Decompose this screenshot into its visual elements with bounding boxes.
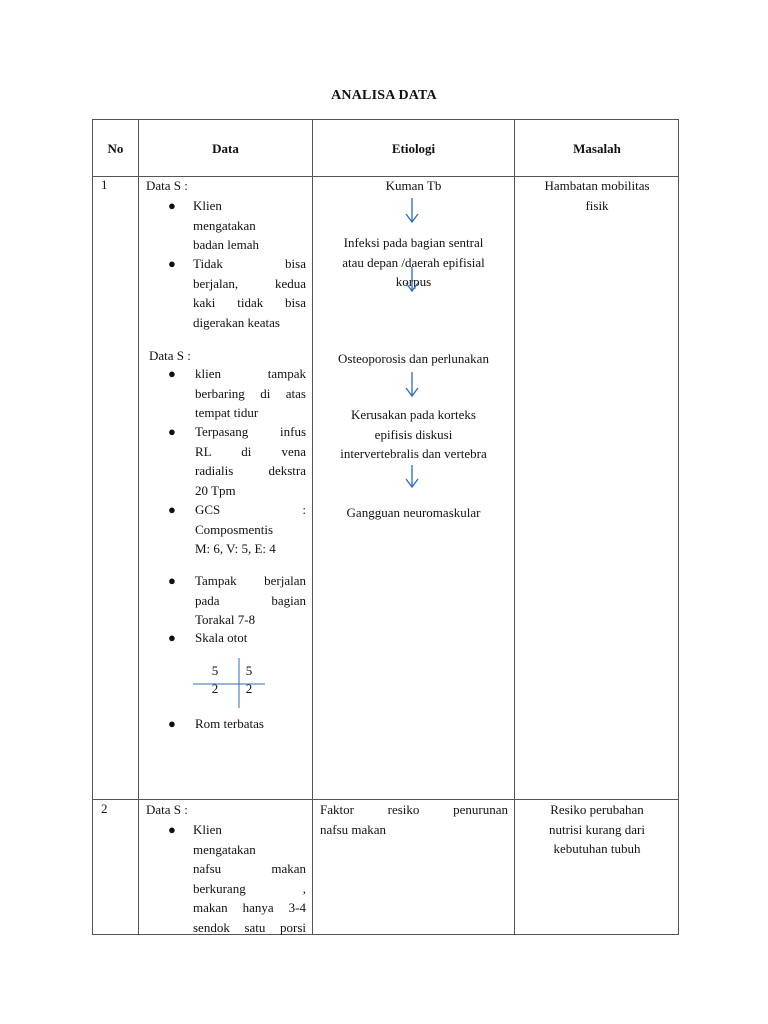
list-item: Skala otot (195, 630, 248, 645)
row-number: 2 (101, 801, 108, 816)
list-item: Tampak berjalan pada bagian Torakal 7-8 (195, 573, 306, 627)
analysis-table (92, 119, 679, 935)
etiologi-step: Osteoporosis dan perlunakan (338, 351, 489, 366)
header-masalah: Masalah (573, 140, 621, 156)
header-no: No (107, 140, 124, 156)
scale-value: 2 (245, 681, 253, 696)
muscle-strength-scale (193, 658, 265, 710)
list-item: Rom terbatas (195, 716, 264, 731)
list-item: Tidak bisa berjalan, kedua kaki tidak bisa digerakan keatas (193, 256, 306, 330)
scale-value: 5 (245, 663, 253, 678)
list-item: Klien mengatakan nafsu makan berkurang , makan hanya 3-4 sendok satu porsi (193, 822, 306, 935)
data-s-label: Data S : (146, 802, 188, 817)
col-divider (138, 120, 139, 934)
bullet-icon: ● (168, 198, 176, 213)
bullet-icon: ● (168, 630, 176, 645)
etiologi-step: Kerusakan pada korteks epifisis diskusi intervertebralis dan vertebra (340, 407, 487, 461)
masalah-text: Hambatan mobilitas fisik (544, 178, 650, 213)
bullet-icon: ● (168, 822, 176, 837)
scale-value: 5 (211, 663, 219, 678)
etiologi-step: Gangguan neuromaskular (346, 505, 481, 520)
down-arrow-icon (405, 198, 419, 224)
bullet-icon: ● (168, 502, 176, 517)
header-etiologi: Etiologi (391, 140, 436, 156)
bullet-icon: ● (168, 256, 176, 271)
etiologi-step: Kuman Tb (385, 178, 442, 193)
list-item: Klien mengatakan badan lemah (193, 198, 260, 252)
masalah-text: Resiko perubahan nutrisi kurang dari kebutuhan tubuh (548, 802, 646, 856)
down-arrow-icon (405, 372, 419, 398)
row-number: 1 (101, 177, 108, 192)
etiologi-step: Infeksi pada bagian sentral atau depan /daerah epifisial korpus (342, 235, 485, 289)
page-title: ANALISA DATA (331, 88, 437, 103)
bullet-icon: ● (168, 424, 176, 439)
bullet-icon: ● (168, 573, 176, 588)
bullet-icon: ● (168, 716, 176, 731)
list-item: klien tampak berbaring di atas tempat tidur (195, 366, 306, 420)
data-o-label: Data S : (149, 348, 191, 363)
header-data: Data (212, 140, 239, 156)
bullet-icon: ● (168, 366, 176, 381)
down-arrow-icon (405, 267, 419, 293)
data-s-label: Data S : (146, 178, 188, 193)
list-item: Terpasang infus RL di vena radialis dekstra 20 Tpm (195, 424, 306, 498)
down-arrow-icon (405, 465, 419, 491)
list-item: GCS : Composmentis M: 6, V: 5, E: 4 (195, 502, 306, 556)
etiologi-text: Faktor resiko penurunan nafsu makan (320, 802, 508, 837)
scale-value: 2 (211, 681, 219, 696)
